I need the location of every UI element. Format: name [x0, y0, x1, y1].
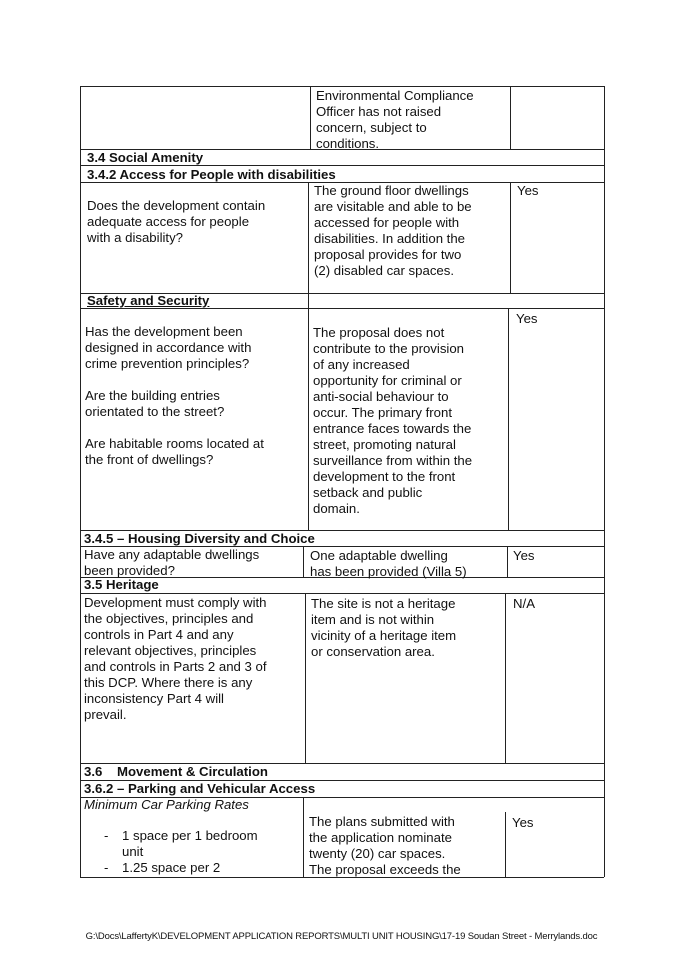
- compliance-adaptable-dwellings: Yes: [513, 548, 535, 563]
- section-heading-housing-diversity: 3.4.5 – Housing Diversity and Choice: [84, 531, 315, 546]
- control-heritage: Development must comply with the objectives, principles and controls in Part 4 and any relevant objectives, principles and controls in Parts 2 and 3 of this DCP. Where there is any inconsistency Part 4 will prevail.: [84, 595, 267, 722]
- list-bullet: -: [104, 828, 109, 843]
- list-item-parking-rate: 1 space per 1 bedroom unit: [122, 828, 258, 859]
- comment-access-disability: The ground floor dwellings are visitable and able to be accessed for people with disabilities. In addition the proposal provides for two (2) disabled car spaces.: [314, 183, 472, 278]
- section-heading-access-disabilities: 3.4.2 Access for People with disabilities: [87, 167, 336, 182]
- comment-env-compliance: Environmental Compliance Officer has not raised concern, subject to conditions.: [316, 88, 474, 151]
- document-footer-path: G:\Docs\LaffertyK\DEVELOPMENT APPLICATION REPORTS\MULTI UNIT HOUSING\17-19 Soudan Street - Merrylands.doc: [85, 931, 598, 942]
- control-adaptable-dwellings: Have any adaptable dwellings been provided?: [84, 547, 260, 578]
- comment-heritage: The site is not a heritage item and is not within vicinity of a heritage item or conservation area.: [311, 596, 457, 659]
- section-heading-movement-circulation: 3.6 Movement & Circulation: [84, 764, 268, 779]
- comment-safety-security: The proposal does not contribute to the provision of any increased opportunity for criminal or anti-social behaviour to occur. The primary front entrance faces towards the street, promoting natural surveillance from within the development to the front setback and public domain.: [313, 325, 473, 516]
- compliance-safety-security: Yes: [516, 311, 538, 326]
- parking-rates-heading: Minimum Car Parking Rates: [84, 797, 249, 812]
- comment-adaptable-dwellings: One adaptable dwelling has been provided (Villa 5): [310, 548, 467, 579]
- section-heading-parking-vehicular: 3.6.2 – Parking and Vehicular Access: [84, 781, 316, 796]
- section-heading-social-amenity: 3.4 Social Amenity: [87, 150, 204, 165]
- list-bullet: -: [104, 860, 109, 875]
- list-item-parking-rate: 1.25 space per 2: [122, 860, 221, 875]
- comment-parking: The plans submitted with the application nominate twenty (20) car spaces. The proposal exceeds the: [309, 814, 461, 877]
- compliance-access-disability: Yes: [517, 183, 539, 198]
- section-heading-safety-security: Safety and Security: [87, 293, 210, 308]
- section-heading-heritage: 3.5 Heritage: [84, 577, 159, 592]
- compliance-heritage: N/A: [513, 596, 535, 611]
- compliance-parking: Yes: [512, 815, 534, 830]
- control-access-disability: Does the development contain adequate access for people with a disability?: [87, 198, 266, 245]
- control-safety-security: Has the development been designed in accordance with crime prevention principles? Are the building entries orientated to the street? Are habitable rooms located at the front of dwellings?: [85, 324, 264, 467]
